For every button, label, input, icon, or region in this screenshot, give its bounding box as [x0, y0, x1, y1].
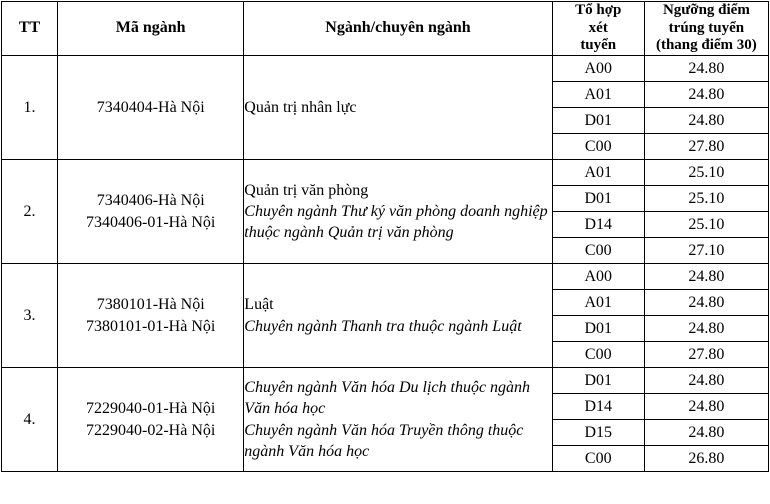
- specialization-text: Chuyên ngành Văn hóa Truyền thông thuộc ngành Văn hóa học: [244, 421, 524, 460]
- subject-combination-cell: A01: [552, 160, 644, 186]
- benchmark-score-cell: 24.80: [644, 264, 768, 290]
- major-code-cell: [58, 160, 244, 264]
- major-code-line: 7340404-Hà Nội: [96, 99, 205, 116]
- major-code-line: 7380101-Hà Nội: [96, 296, 205, 314]
- major-code-line: 7340406-01-Hà Nội: [86, 213, 216, 231]
- major-name-cell: [244, 368, 552, 472]
- benchmark-score-cell: 25.10: [644, 160, 768, 186]
- subject-combination-cell: D14: [552, 212, 644, 238]
- table-header: [2, 2, 769, 56]
- subject-combination-cell: A01: [552, 290, 644, 316]
- header-code: Mã ngành: [58, 2, 244, 56]
- major-code-cell: [58, 56, 244, 160]
- table-row: [2, 368, 769, 394]
- major-name-text: Quản trị văn phòng: [244, 181, 369, 199]
- row-index-cell: 2.: [2, 160, 58, 264]
- major-code-cell: [58, 264, 244, 368]
- header-combo-line3: tuyển: [580, 37, 617, 54]
- benchmark-score-cell: 24.80: [644, 108, 768, 134]
- major-code-line: 7229040-02-Hà Nội: [86, 421, 216, 439]
- subject-combination-cell: C00: [552, 446, 644, 472]
- specialization-text: Chuyên ngành Văn hóa Du lịch thuộc ngành Văn hóa học: [244, 379, 531, 418]
- admission-score-table: [1, 1, 769, 472]
- subject-combination-cell: A01: [552, 82, 644, 108]
- benchmark-score-cell: 24.80: [644, 316, 768, 342]
- subject-combination-cell: A00: [552, 56, 644, 82]
- header-tt: TT: [2, 2, 58, 56]
- benchmark-score-cell: 27.80: [644, 342, 768, 368]
- subject-combination-cell: D01: [552, 186, 644, 212]
- subject-combination-cell: D15: [552, 420, 644, 446]
- header-combo-line1: Tổ hợp: [575, 2, 622, 18]
- header-combo-line2: xét: [588, 19, 608, 36]
- major-code-line: 7229040-01-Hà Nội: [86, 400, 216, 418]
- subject-combination-cell: A00: [552, 264, 644, 290]
- benchmark-score-cell: 24.80: [644, 82, 768, 108]
- table-body: [2, 56, 769, 472]
- benchmark-score-cell: 27.10: [644, 238, 768, 264]
- table-row: [2, 160, 769, 186]
- major-name-text: Luật: [244, 296, 274, 314]
- benchmark-score-cell: 24.80: [644, 368, 768, 394]
- benchmark-score-cell: 24.80: [644, 290, 768, 316]
- major-code-line: 7380101-01-Hà Nội: [86, 317, 216, 335]
- subject-combination-cell: D14: [552, 394, 644, 420]
- header-score-line2: trúng tuyển: [668, 19, 745, 36]
- row-index-cell: 4.: [2, 368, 58, 472]
- header-score: [644, 2, 768, 56]
- header-score-line1: Ngưỡng điểm: [662, 2, 750, 18]
- header-major: Ngành/chuyên ngành: [244, 2, 552, 56]
- benchmark-score-cell: 25.10: [644, 186, 768, 212]
- benchmark-score-cell: 24.80: [644, 394, 768, 420]
- benchmark-score-cell: 24.80: [644, 56, 768, 82]
- table-row: [2, 56, 769, 82]
- major-name-cell: [244, 264, 552, 368]
- benchmark-score-cell: 25.10: [644, 212, 768, 238]
- major-code-line: 7340406-Hà Nội: [96, 192, 205, 210]
- major-name-cell: [244, 160, 552, 264]
- row-index-cell: 3.: [2, 264, 58, 368]
- benchmark-score-cell: 27.80: [644, 134, 768, 160]
- specialization-text: Chuyên ngành Thanh tra thuộc ngành Luật: [244, 317, 522, 335]
- specialization-text: Chuyên ngành Thư ký văn phòng doanh nghiệp thuộc ngành Quản trị văn phòng: [244, 203, 548, 242]
- subject-combination-cell: D01: [552, 108, 644, 134]
- row-index-cell: 1.: [2, 56, 58, 160]
- subject-combination-cell: C00: [552, 238, 644, 264]
- header-row: [2, 2, 769, 56]
- major-name-cell: [244, 56, 552, 160]
- subject-combination-cell: D01: [552, 368, 644, 394]
- header-combo: [552, 2, 644, 56]
- benchmark-score-cell: 24.80: [644, 420, 768, 446]
- major-name-text: Quản trị nhân lực: [244, 99, 357, 116]
- subject-combination-cell: D01: [552, 316, 644, 342]
- benchmark-score-cell: 26.80: [644, 446, 768, 472]
- header-score-line3: (thang điểm 30): [655, 37, 757, 54]
- subject-combination-cell: C00: [552, 134, 644, 160]
- subject-combination-cell: C00: [552, 342, 644, 368]
- major-code-cell: [58, 368, 244, 472]
- table-row: [2, 264, 769, 290]
